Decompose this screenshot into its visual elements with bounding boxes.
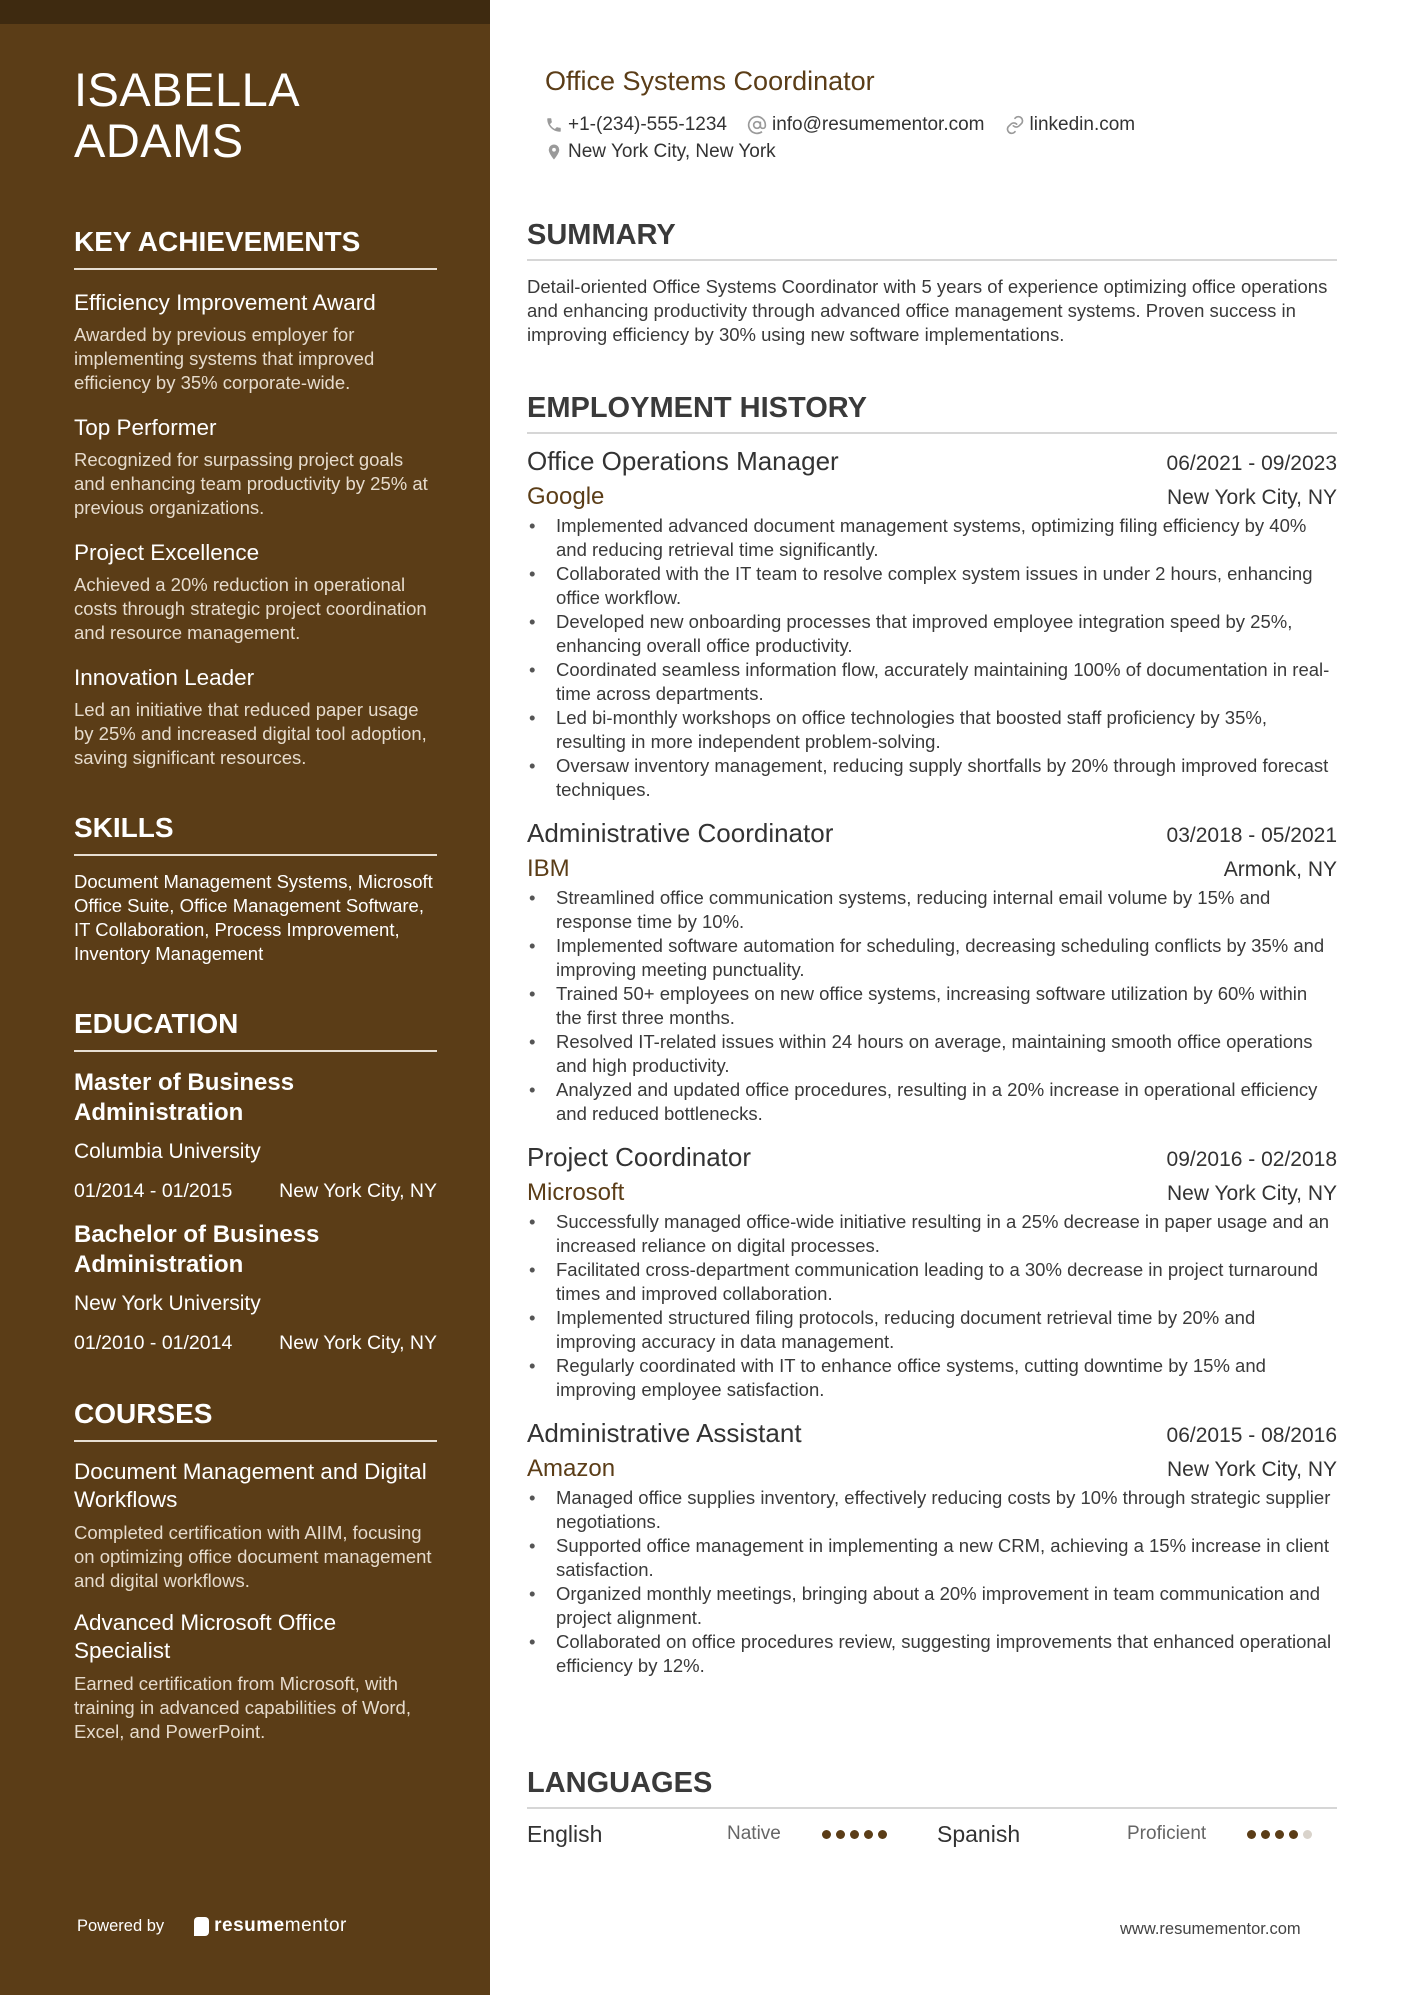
languages-row [527, 1819, 1337, 1849]
education-school: Columbia University [74, 1140, 261, 1163]
job-company: Microsoft [527, 1179, 625, 1206]
courses-title: COURSES [74, 1396, 437, 1442]
achievement-item [74, 663, 437, 770]
job-subheader [527, 482, 1337, 512]
course-title: Advanced Microsoft Office Specialist [74, 1610, 337, 1663]
rating-dot [1261, 1830, 1270, 1839]
course-desc: Earned certification from Microsoft, with training in advanced capabilities of Word, Excel, and PowerPoint. [74, 1673, 411, 1742]
job-bullet: • Resolved IT-related issues within 24 hours on average, maintaining smooth office operations and high productivity. [527, 1030, 1337, 1078]
course-item [74, 1609, 437, 1744]
summary-text: Detail-oriented Office Systems Coordinator with 5 years of experience optimizing office operations and enhancing productivity through advanced office management systems. Proven success in improving efficiency by 30% using new software implementations. [527, 276, 1328, 345]
person-name [74, 64, 437, 166]
achievement-desc: Awarded by previous employer for implementing systems that improved efficiency by 35% corporate-wide. [74, 324, 375, 393]
logo-text-bold: resume [214, 1915, 285, 1936]
email-text: info@resumementor.com [771, 114, 985, 135]
job-bullets [527, 1210, 1337, 1402]
job-bullets [527, 514, 1337, 802]
education-meta [74, 1178, 437, 1204]
job-bullet: • Streamlined office communication systems, reducing internal email volume by 15% and response time by 10%. [527, 886, 1337, 934]
language-level: Native [727, 1823, 781, 1844]
rating-dot [1289, 1830, 1298, 1839]
contact-phone[interactable] [545, 112, 727, 138]
location-text: New York City, New York [568, 141, 776, 162]
job-dates: 06/2015 - 08/2016 [1166, 1424, 1337, 1447]
name-line-2: ADAMS [74, 114, 244, 167]
achievement-item [74, 413, 437, 520]
job-role: Administrative Assistant [527, 1418, 802, 1448]
job-role: Administrative Coordinator [527, 818, 834, 848]
courses-list [74, 1458, 437, 1744]
job-bullet: • Organized monthly meetings, bringing about a 20% improvement in team communication and project alignment. [527, 1582, 1337, 1630]
course-desc: Completed certification with AIIM, focusing on optimizing office document management and digital workflows. [74, 1522, 432, 1591]
job-bullet: • Coordinated seamless information flow, accurately maintaining 100% of documentation in real-time across departments. [527, 658, 1337, 706]
skills-section [74, 810, 437, 966]
job-bullet: • Successfully managed office-wide initiative resulting in a 25% decrease in paper usage and an increased reliance on digital processes. [527, 1210, 1337, 1258]
education-meta [74, 1330, 437, 1356]
sidebar [0, 0, 490, 1995]
job-subheader [527, 1454, 1337, 1484]
employment-section [527, 390, 1337, 1678]
contact-row-2 [545, 139, 796, 165]
courses-section [74, 1396, 437, 1744]
job-dates: 06/2021 - 09/2023 [1166, 452, 1337, 475]
job-location: New York City, NY [1167, 1182, 1337, 1205]
education-list [74, 1068, 437, 1356]
language-rating [1247, 1830, 1327, 1839]
phone-text: +1-(234)-555-1234 [568, 114, 727, 135]
job-bullet: • Implemented structured filing protocols, reducing document retrieval time by 20% and improving accuracy in data management. [527, 1306, 1337, 1354]
job-location: New York City, NY [1167, 486, 1337, 509]
achievement-desc: Led an initiative that reduced paper usage by 25% and increased digital tool adoption, saving significant resources. [74, 699, 427, 768]
rating-dot [878, 1830, 887, 1839]
link-icon [1005, 115, 1025, 135]
resumementor-logo-icon [194, 1917, 209, 1936]
job-bullet: • Supported office management in implementing a new CRM, achieving a 15% increase in client satisfaction. [527, 1534, 1337, 1582]
achievement-title: Innovation Leader [74, 665, 255, 690]
rating-dot [864, 1830, 873, 1839]
job-entry [527, 444, 1337, 802]
education-section [74, 1006, 437, 1356]
languages-section [527, 1765, 1337, 1849]
sidebar-content [74, 64, 437, 1744]
job-company: IBM [527, 855, 570, 882]
rating-dot [850, 1830, 859, 1839]
rating-dot [836, 1830, 845, 1839]
achievements-section [74, 224, 437, 770]
contact-location [545, 139, 776, 165]
linkedin-text: linkedin.com [1029, 114, 1136, 135]
language-name: English [527, 1821, 603, 1847]
achievement-item [74, 288, 437, 395]
job-bullet: • Developed new onboarding processes that improved employee integration speed by 25%, enhancing overall office productivity. [527, 610, 1337, 658]
education-title: EDUCATION [74, 1006, 437, 1052]
language-name: Spanish [937, 1821, 1021, 1847]
achievement-desc: Recognized for surpassing project goals and enhancing team productivity by 25% at previous organizations. [74, 449, 428, 518]
languages-title: LANGUAGES [527, 1765, 1337, 1809]
summary-section [527, 217, 1337, 347]
contact-row-1 [545, 112, 1155, 138]
language-rating [822, 1830, 937, 1839]
job-subheader [527, 854, 1337, 884]
skills-title: SKILLS [74, 810, 437, 856]
job-bullets [527, 886, 1337, 1126]
achievement-item [74, 538, 437, 645]
course-title: Document Management and Digital Workflows [74, 1459, 427, 1512]
powered-by [77, 1915, 347, 1937]
job-entry [527, 816, 1337, 1126]
job-header [527, 816, 1337, 851]
education-dates: 01/2014 - 01/2015 [74, 1180, 233, 1202]
summary-title: SUMMARY [527, 217, 1337, 261]
education-location: New York City, NY [279, 1332, 437, 1354]
language-level: Proficient [1127, 1823, 1207, 1844]
achievements-list [74, 288, 437, 770]
job-bullet: • Collaborated on office procedures review, suggesting improvements that enhanced operational efficiency by 12%. [527, 1630, 1337, 1678]
education-item [74, 1068, 437, 1204]
rating-dot [1247, 1830, 1256, 1839]
education-school: New York University [74, 1292, 261, 1315]
job-company: Google [527, 483, 605, 510]
contact-linkedin[interactable] [1005, 112, 1136, 138]
job-location: New York City, NY [1167, 1458, 1337, 1481]
achievement-desc: Achieved a 20% reduction in operational costs through strategic project coordination and resource management. [74, 574, 427, 643]
job-bullet: • Managed office supplies inventory, effectively reducing costs by 10% through strategic supplier negotiations. [527, 1486, 1337, 1534]
job-bullet: • Analyzed and updated office procedures, resulting in a 20% increase in operational efficiency and reduced bottlenecks. [527, 1078, 1337, 1126]
logo-text-light: mentor [284, 1915, 347, 1936]
job-bullet: • Trained 50+ employees on new office systems, increasing software utilization by 60% within the first three months. [527, 982, 1337, 1030]
job-subheader [527, 1178, 1337, 1208]
header-job-title: Office Systems Coordinator [545, 66, 875, 96]
job-role: Project Coordinator [527, 1142, 751, 1172]
job-dates: 09/2016 - 02/2018 [1166, 1148, 1337, 1171]
powered-by-label: Powered by [77, 1916, 165, 1935]
education-item [74, 1220, 437, 1356]
job-bullets [527, 1486, 1337, 1678]
job-header [527, 1140, 1337, 1175]
achievements-title: KEY ACHIEVEMENTS [74, 224, 437, 270]
education-location: New York City, NY [279, 1180, 437, 1202]
course-item [74, 1458, 437, 1593]
skills-text: Document Management Systems, Microsoft Office Suite, Office Management Software, IT Collaboration, Process Improvement, Inventory Management [74, 871, 433, 964]
job-header [527, 1416, 1337, 1451]
education-degree: Bachelor of Business Administration [74, 1221, 320, 1278]
job-location: Armonk, NY [1223, 858, 1337, 881]
job-dates: 03/2018 - 05/2021 [1166, 824, 1337, 847]
achievement-title: Project Excellence [74, 540, 260, 565]
job-bullet: • Led bi-monthly workshops on office technologies that boosted staff proficiency by 35%, resulting in more independent problem-solving. [527, 706, 1337, 754]
job-bullet: • Implemented advanced document management systems, optimizing filing efficiency by 40% and reducing retrieval time significantly. [527, 514, 1337, 562]
job-header [527, 444, 1337, 479]
job-bullet: • Implemented software automation for scheduling, decreasing scheduling conflicts by 35% and improving meeting punctuality. [527, 934, 1337, 982]
rating-dot [1275, 1830, 1284, 1839]
job-bullet: • Oversaw inventory management, reducing supply shortfalls by 20% through improved forecast techniques. [527, 754, 1337, 802]
contact-email[interactable] [747, 112, 985, 138]
education-degree: Master of Business Administration [74, 1069, 295, 1126]
at-icon [747, 115, 767, 135]
sidebar-top-bar [0, 0, 490, 24]
job-entry [527, 1416, 1337, 1678]
location-pin-icon [545, 142, 563, 162]
resumementor-logo [194, 1915, 347, 1937]
job-role: Office Operations Manager [527, 446, 839, 476]
phone-icon [545, 116, 563, 134]
achievement-title: Efficiency Improvement Award [74, 290, 376, 315]
employment-list [527, 444, 1337, 1678]
job-bullet: • Collaborated with the IT team to resolve complex system issues in under 2 hours, enhancing office workflow. [527, 562, 1337, 610]
footer-website[interactable]: www.resumementor.com [1120, 1920, 1301, 1938]
job-entry [527, 1140, 1337, 1402]
job-bullet: • Facilitated cross-department communication leading to a 30% decrease in project turnaround times and improved collaboration. [527, 1258, 1337, 1306]
name-line-1: ISABELLA [74, 63, 301, 116]
rating-dot [1303, 1830, 1312, 1839]
job-bullet: • Regularly coordinated with IT to enhance office systems, cutting downtime by 15% and improving employee satisfaction. [527, 1354, 1337, 1402]
education-dates: 01/2010 - 01/2014 [74, 1332, 233, 1354]
achievement-title: Top Performer [74, 415, 217, 440]
job-company: Amazon [527, 1455, 616, 1482]
rating-dot [822, 1830, 831, 1839]
employment-title: EMPLOYMENT HISTORY [527, 390, 1337, 434]
